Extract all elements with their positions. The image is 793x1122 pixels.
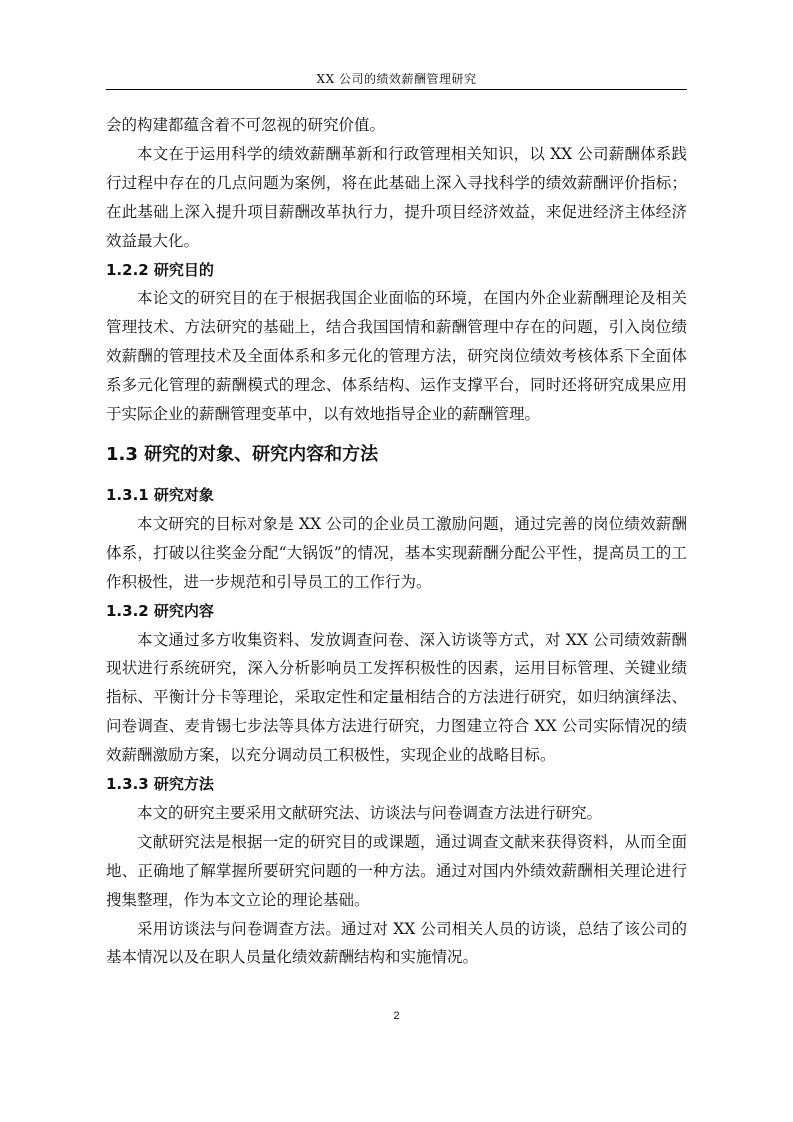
document-body <box>106 111 687 972</box>
paragraph-research-content: 本文通过多方收集资料、发放调查问卷、深入访谈等方式，对 XX 公司绩效薪酬现状进行系统研究，深入分析影响员工发挥积极性的因素，运用目标管理、关键业绩指标、平衡计分卡等理论，采取定性和定量相结合的方法进行研究，如归纳演绎法、问卷调查、麦肯锡七步法等具体方法进行研究，力图建立符合 XX 公司实际情况的绩效薪酬激励方案，以充分调动员工积极性，实现企业的战略目标。 <box>106 630 687 765</box>
heading-1-2-2: 1.2.2 研究目的 <box>106 260 214 279</box>
paragraph-literature-method: 文献研究法是根据一定的研究目的或课题，通过调查文献来获得资料，从而全面地、正确地了解掌握所要研究问题的一种方法。通过对国内外绩效薪酬相关理论进行搜集整理，作为本文立论的理论基础。 <box>106 832 687 909</box>
paragraph-research-method-overview: 本文的研究主要采用文献研究法、访谈法与问卷调查方法进行研究。 <box>137 803 603 822</box>
page-number: 2 <box>393 1010 400 1022</box>
heading-1-3-2: 1.3.2 研究内容 <box>106 601 214 620</box>
heading-1-3: 1.3 研究的对象、研究内容和方法 <box>106 443 379 465</box>
paragraph-research-object: 本文研究的目标对象是 XX 公司的企业员工激励问题，通过完善的岗位绩效薪酬体系，打破以往奖金分配“大锅饭”的情况，基本实现薪酬分配公平性，提高员工的工作积极性，进一步规范和引导员工的工作行为。 <box>106 514 687 591</box>
paragraph-continuation: 会的构建都蕴含着不可忽视的研究价值。 <box>106 116 386 134</box>
heading-1-3-1: 1.3.1 研究对象 <box>106 485 214 504</box>
header-rule <box>106 89 687 90</box>
running-header: XX 公司的绩效薪酬管理研究 <box>316 72 477 86</box>
paragraph-interview-method: 采用访谈法与问卷调查方法。通过对 XX 公司相关人员的访谈，总结了该公司的基本情况以及在职人员量化绩效薪酬结构和实施情况。 <box>106 919 687 967</box>
paragraph-research-purpose: 本论文的研究目的在于根据我国企业面临的环境，在国内外企业薪酬理论及相关管理技术、方法研究的基础上，结合我国国情和薪酬管理中存在的问题，引入岗位绩效薪酬的管理技术及全面体系和多元化的管理方法，研究岗位绩效考核体系下全面体系多元化管理的薪酬模式的理念、体系结构、运作支撑平台，同时还将研究成果应用于实际企业的薪酬管理变革中，以有效地指导企业的薪酬管理。 <box>106 289 687 424</box>
heading-1-3-3: 1.3.3 研究方法 <box>106 775 214 794</box>
paragraph-research-significance: 本文在于运用科学的绩效薪酬革新和行政管理相关知识，以 XX 公司薪酬体系践行过程中存在的几点问题为案例，将在此基础上深入寻找科学的绩效薪酬评价指标；在此基础上深入提升项目薪酬改革执行力，提升项目经济效益，来促进经济主体经济效益最大化。 <box>106 144 687 250</box>
